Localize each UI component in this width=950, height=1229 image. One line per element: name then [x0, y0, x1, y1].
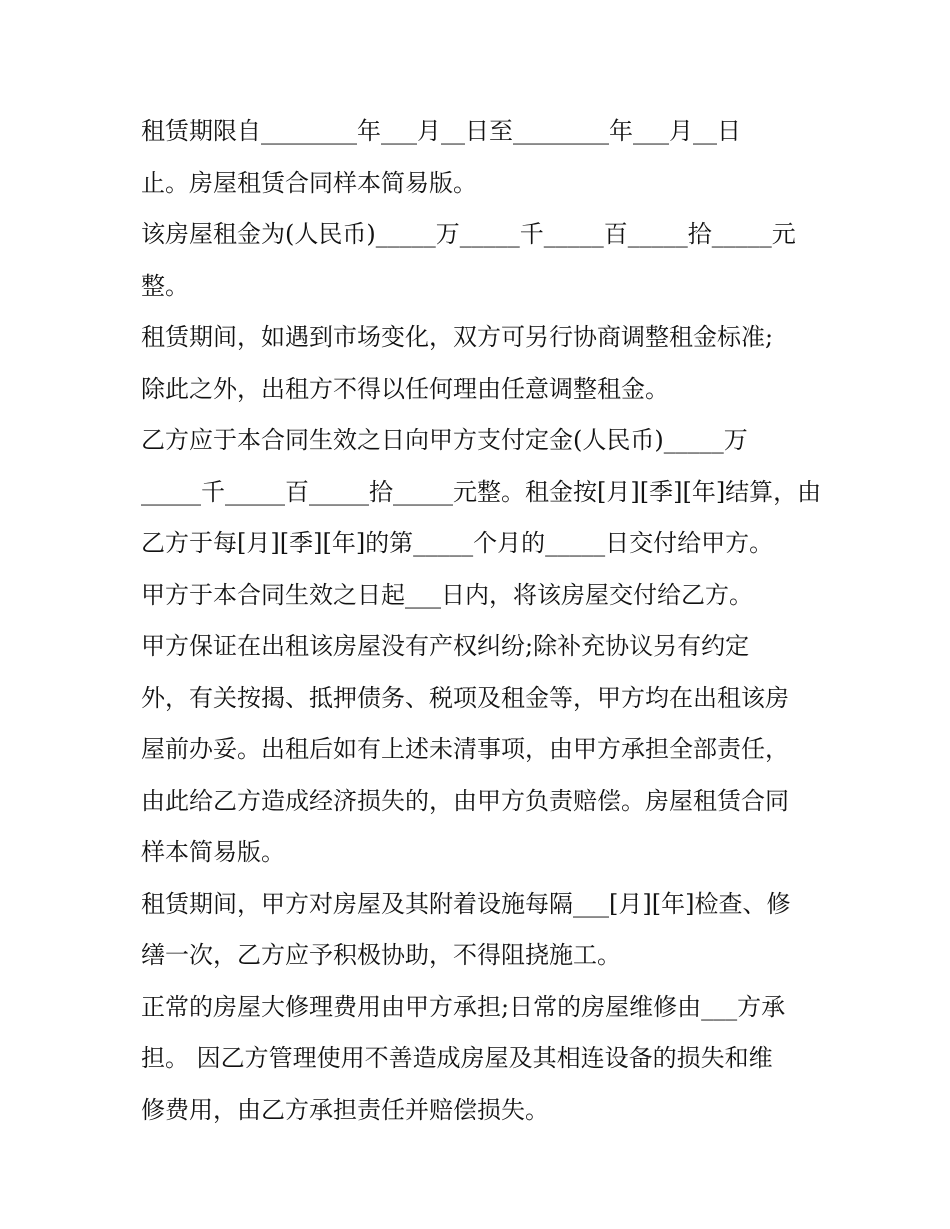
text-line: 甲方保证在出租该房屋没有产权纠纷;除补充协议另有约定 [141, 632, 750, 660]
text-line: 由此给乙方造成经济损失的，由甲方负责赔偿。房屋租赁合同 [141, 786, 789, 815]
text-line: 该房屋租金为(人民币)_____万_____千_____百_____拾_____元 [141, 220, 796, 248]
text-line: 修费用，由乙方承担责任并赔偿损失。 [141, 1095, 549, 1124]
text-line: _____千_____百_____拾_____元整。租金按[月][季][年]结算，由 [141, 477, 822, 506]
text-line: 除此之外，出租方不得以任何理由任意调整租金。 [141, 374, 669, 403]
document-body [141, 106, 821, 1136]
text-line: 租赁期限自________年___月__日至________年___月__日 [141, 117, 741, 145]
text-line: 乙方于每[月][季][年]的第_____个月的_____日交付给甲方。 [141, 529, 774, 557]
text-line: 样本简易版。 [141, 838, 285, 866]
text-line: 乙方应于本合同生效之日向甲方支付定金(人民币)_____万 [141, 426, 748, 454]
text-line: 止。房屋租赁合同样本简易版。 [141, 168, 477, 197]
text-line: 缮一次，乙方应予积极协助，不得阻挠施工。 [141, 941, 621, 969]
text-line: 正常的房屋大修理费用由甲方承担;日常的房屋维修由___方承 [141, 992, 786, 1021]
text-line: 甲方于本合同生效之日起___日内，将该房屋交付给乙方。 [141, 580, 753, 609]
text-line: 屋前办妥。出租后如有上述未清事项，由甲方承担全部责任， [141, 735, 789, 763]
text-line: 整。 [141, 271, 189, 300]
text-line: 租赁期间，甲方对房屋及其附着设施每隔___[月][年]检查、修 [141, 889, 791, 918]
text-line: 租赁期间，如遇到市场变化，双方可另行协商调整租金标准; [141, 323, 774, 351]
text-line: 外，有关按揭、抵押债务、税项及租金等，甲方均在出租该房 [141, 683, 789, 712]
text-line: 担。 因乙方管理使用不善造成房屋及其相连设备的损失和维 [141, 1044, 773, 1072]
